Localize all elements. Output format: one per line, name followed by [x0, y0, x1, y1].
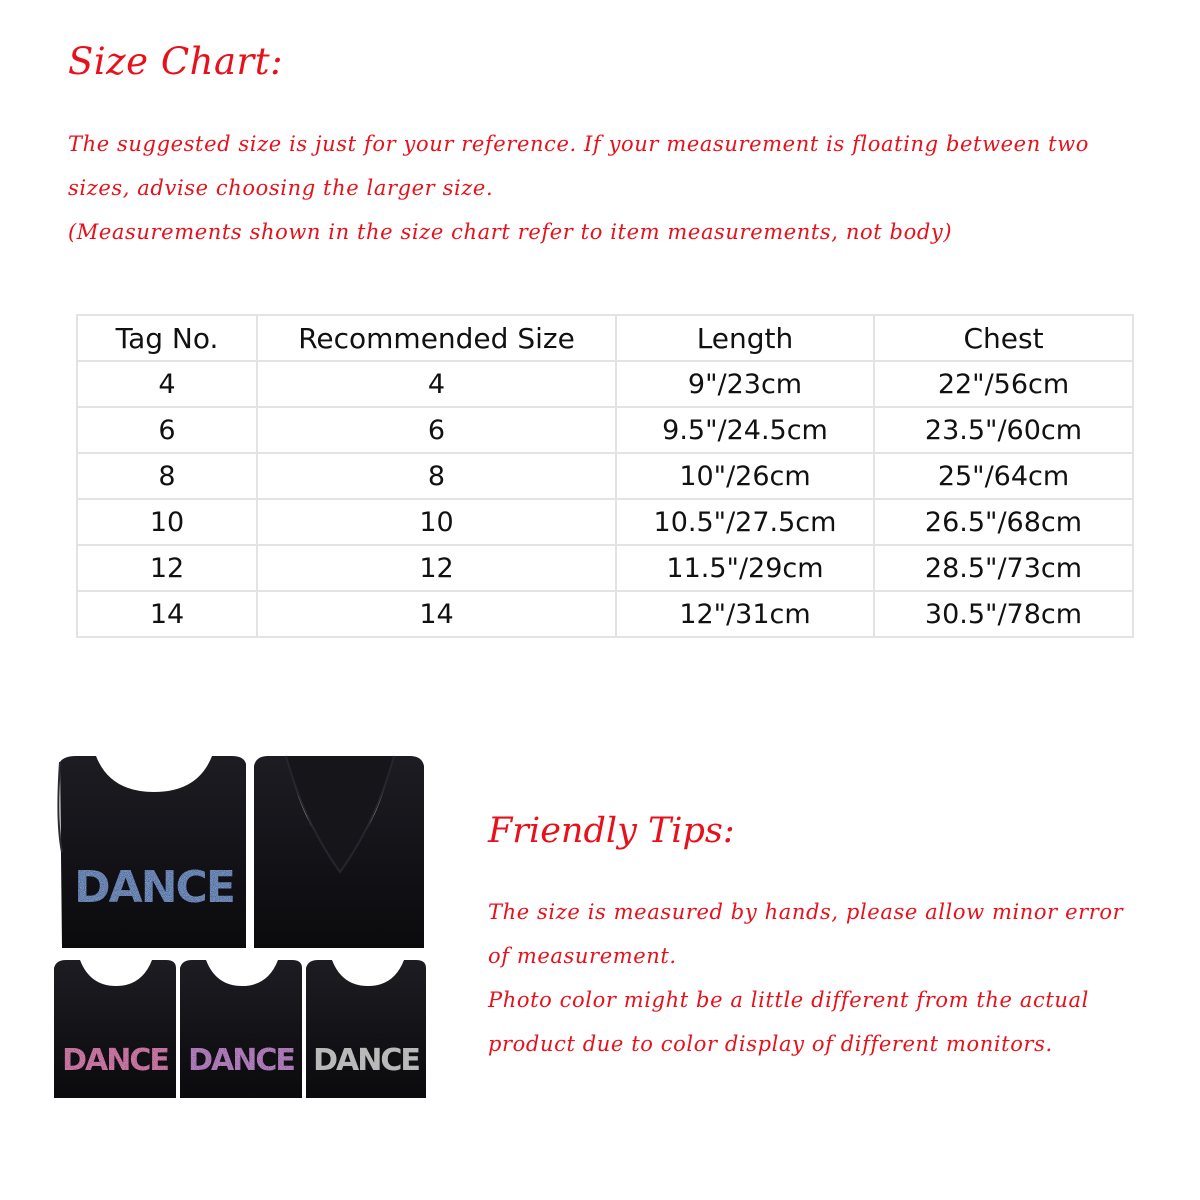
- tips-line: product due to color display of different monitors.: [488, 1032, 1053, 1056]
- dance-print-silver: DANCE: [313, 1043, 419, 1078]
- cell-length: 12"/31cm: [616, 591, 874, 637]
- product-images: [50, 752, 430, 1102]
- cell-recommended-size: 14: [257, 591, 616, 637]
- table-header-row: [77, 315, 1133, 361]
- cell-recommended-size: 10: [257, 499, 616, 545]
- cell-chest: 22"/56cm: [874, 361, 1133, 407]
- crop-top-silver: [306, 960, 426, 1098]
- table-row: [77, 499, 1133, 545]
- friendly-tips-text: [488, 890, 1188, 1066]
- cell-length: 10"/26cm: [616, 453, 874, 499]
- table-row: [77, 407, 1133, 453]
- header-chest: Chest: [874, 315, 1133, 361]
- cell-recommended-size: 4: [257, 361, 616, 407]
- cell-chest: 25"/64cm: [874, 453, 1133, 499]
- size-table: [76, 314, 1134, 638]
- product-photo: [50, 752, 430, 1102]
- cell-recommended-size: 8: [257, 453, 616, 499]
- table-row: [77, 545, 1133, 591]
- cell-chest: 30.5"/78cm: [874, 591, 1133, 637]
- cell-tag-no: 14: [77, 591, 257, 637]
- cell-tag-no: 10: [77, 499, 257, 545]
- cell-recommended-size: 6: [257, 407, 616, 453]
- dance-print-blue: DANCE: [74, 862, 234, 913]
- header-tag-no: Tag No.: [77, 315, 257, 361]
- cell-length: 9.5"/24.5cm: [616, 407, 874, 453]
- tips-line: of measurement.: [488, 944, 677, 968]
- cell-recommended-size: 12: [257, 545, 616, 591]
- cell-tag-no: 12: [77, 545, 257, 591]
- size-chart-intro: [68, 122, 1178, 254]
- table-row: [77, 361, 1133, 407]
- cell-tag-no: 8: [77, 453, 257, 499]
- size-chart-title: Size Chart:: [68, 40, 284, 83]
- cell-tag-no: 4: [77, 361, 257, 407]
- crop-top-front-blue: [58, 756, 246, 948]
- friendly-tips-title: Friendly Tips:: [488, 811, 735, 851]
- cell-chest: 28.5"/73cm: [874, 545, 1133, 591]
- intro-line: (Measurements shown in the size chart refer to item measurements, not body): [68, 220, 953, 244]
- intro-line: The suggested size is just for your reference. If your measurement is floating between two: [68, 132, 1089, 156]
- crop-top-pink: [54, 960, 176, 1098]
- cell-chest: 23.5"/60cm: [874, 407, 1133, 453]
- table-row: [77, 591, 1133, 637]
- cell-length: 9"/23cm: [616, 361, 874, 407]
- crop-top-back: [254, 756, 424, 948]
- crop-top-purple: [180, 960, 302, 1098]
- cell-length: 10.5"/27.5cm: [616, 499, 874, 545]
- cell-tag-no: 6: [77, 407, 257, 453]
- tips-line: The size is measured by hands, please allow minor error: [488, 900, 1124, 924]
- dance-print-pink: DANCE: [62, 1043, 168, 1078]
- tips-line: Photo color might be a little different from the actual: [488, 988, 1089, 1012]
- header-recommended-size: Recommended Size: [257, 315, 616, 361]
- cell-chest: 26.5"/68cm: [874, 499, 1133, 545]
- header-length: Length: [616, 315, 874, 361]
- table-row: [77, 453, 1133, 499]
- cell-length: 11.5"/29cm: [616, 545, 874, 591]
- intro-line: sizes, advise choosing the larger size.: [68, 176, 494, 200]
- dance-print-purple: DANCE: [188, 1043, 294, 1078]
